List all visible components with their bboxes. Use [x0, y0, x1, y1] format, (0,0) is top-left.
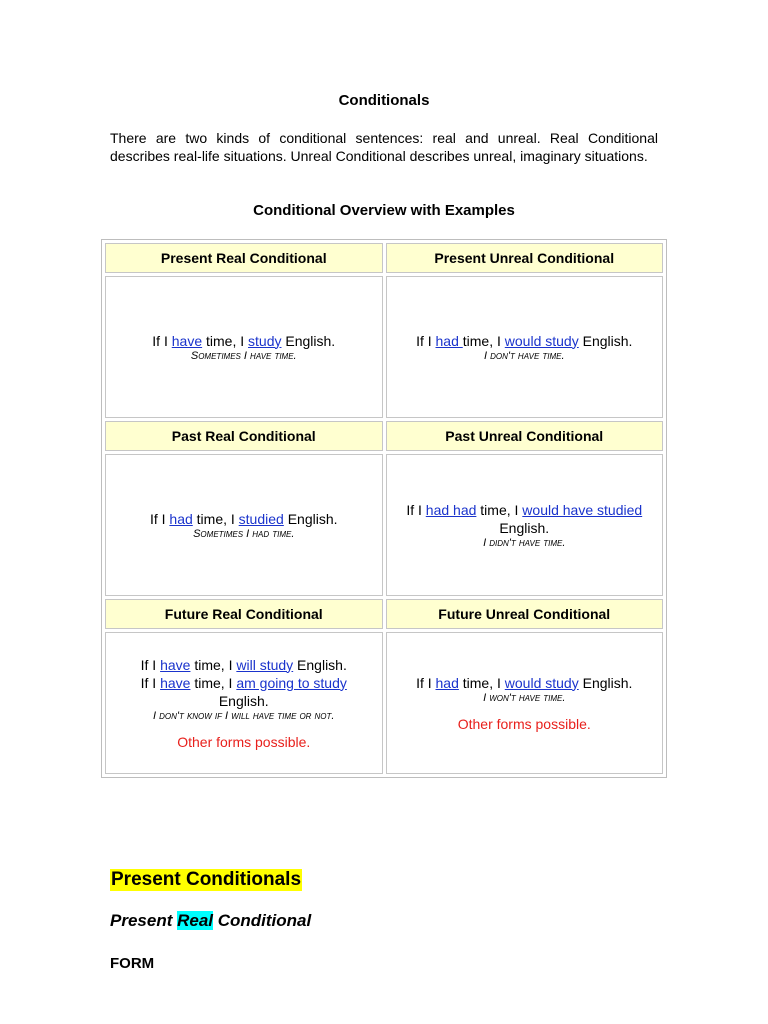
- verb-link-had[interactable]: had: [435, 674, 459, 691]
- example-note: I don't have time.: [484, 349, 565, 362]
- intro-paragraph: There are two kinds of conditional sentences: real and unreal. Real Conditional describes real-life situations. Unreal Conditional describes unreal, imaginary situations.: [110, 130, 658, 164]
- subheading-prefix: Present: [110, 911, 178, 930]
- section-heading: Present Conditionals: [111, 869, 302, 890]
- header-row: [105, 421, 663, 451]
- present-real-header: Present Real Conditional: [105, 243, 383, 273]
- present-unreal-header: Present Unreal Conditional: [386, 243, 664, 273]
- past-real-header: Past Real Conditional: [105, 421, 383, 451]
- sentence-text: English.: [281, 332, 336, 349]
- sentence-text: If I: [152, 332, 172, 349]
- example-sentence: [114, 674, 374, 710]
- example-note: I don't know if I will have time or not.: [153, 709, 335, 722]
- verb-link-would-study[interactable]: would study: [504, 674, 579, 691]
- example-note: Sometimes I have time.: [190, 349, 297, 362]
- subheading: [110, 911, 311, 931]
- sentence-text: If I: [416, 674, 436, 691]
- example-sentence: [395, 501, 655, 537]
- verb-link-have[interactable]: have: [160, 674, 191, 691]
- verb-link-had[interactable]: had: [435, 332, 463, 349]
- verb-link-have[interactable]: have: [160, 656, 191, 673]
- verb-link-would-study[interactable]: would study: [504, 332, 579, 349]
- sentence-text: time, I: [190, 674, 237, 691]
- other-forms-note: Other forms possible.: [457, 715, 591, 732]
- past-real-cell: [105, 454, 383, 596]
- example-row: [105, 632, 663, 774]
- verb-link-have[interactable]: have: [171, 332, 203, 349]
- example-sentence: [387, 332, 663, 350]
- subheading-suffix: Conditional: [213, 911, 312, 930]
- verb-link-will-study[interactable]: will study: [236, 656, 294, 673]
- form-label: FORM: [110, 955, 155, 972]
- example-row: [105, 276, 663, 418]
- past-unreal-cell: [386, 454, 664, 596]
- verb-link-had[interactable]: had: [169, 510, 193, 527]
- example-sentence: [106, 510, 382, 528]
- verb-link-am-going-to-study[interactable]: am going to study: [236, 674, 347, 691]
- example-sentence: [106, 332, 382, 350]
- verb-link-had-had[interactable]: had had: [425, 501, 477, 518]
- future-unreal-header: Future Unreal Conditional: [386, 599, 664, 629]
- sentence-text: If I: [406, 501, 426, 518]
- sentence-text: time, I: [476, 501, 523, 518]
- example-note: I won't have time.: [483, 691, 566, 704]
- sentence-text: time, I: [202, 332, 249, 349]
- sentence-text: time, I: [190, 656, 237, 673]
- header-row: [105, 243, 663, 273]
- example-note: Sometimes I had time.: [193, 527, 295, 540]
- example-note: I didn't have time.: [483, 536, 566, 549]
- sentence-text: If I: [140, 656, 161, 673]
- sentence-text: English.: [578, 674, 633, 691]
- verb-link-would-have-studied[interactable]: would have studied: [522, 501, 643, 518]
- verb-link-study[interactable]: study: [248, 332, 282, 349]
- header-row: [105, 599, 663, 629]
- example-sentence: [114, 656, 374, 674]
- present-unreal-cell: [386, 276, 664, 418]
- sentence-text: time, I: [192, 510, 239, 527]
- future-real-header: Future Real Conditional: [105, 599, 383, 629]
- subheading-highlight: Real: [177, 911, 214, 930]
- sentence-text: English.: [283, 510, 338, 527]
- conditional-overview-table: [101, 239, 667, 778]
- example-row: [105, 454, 663, 596]
- present-real-cell: [105, 276, 383, 418]
- sentence-text: English.: [218, 692, 269, 709]
- overview-title: Conditional Overview with Examples: [253, 202, 515, 219]
- page-title: Conditionals: [338, 92, 430, 109]
- sentence-text: English.: [499, 519, 550, 536]
- sentence-text: English.: [293, 656, 347, 673]
- sentence-text: time, I: [458, 674, 505, 691]
- sentence-text: If I: [149, 510, 170, 527]
- other-forms-note: Other forms possible.: [177, 733, 311, 750]
- sentence-text: English.: [578, 332, 633, 349]
- sentence-text: If I: [416, 332, 436, 349]
- future-real-cell: [105, 632, 383, 774]
- sentence-text: time, I: [462, 332, 505, 349]
- sentence-text: If I: [140, 674, 161, 691]
- example-sentence: [387, 674, 663, 692]
- verb-link-studied[interactable]: studied: [238, 510, 284, 527]
- future-unreal-cell: [386, 632, 664, 774]
- past-unreal-header: Past Unreal Conditional: [386, 421, 664, 451]
